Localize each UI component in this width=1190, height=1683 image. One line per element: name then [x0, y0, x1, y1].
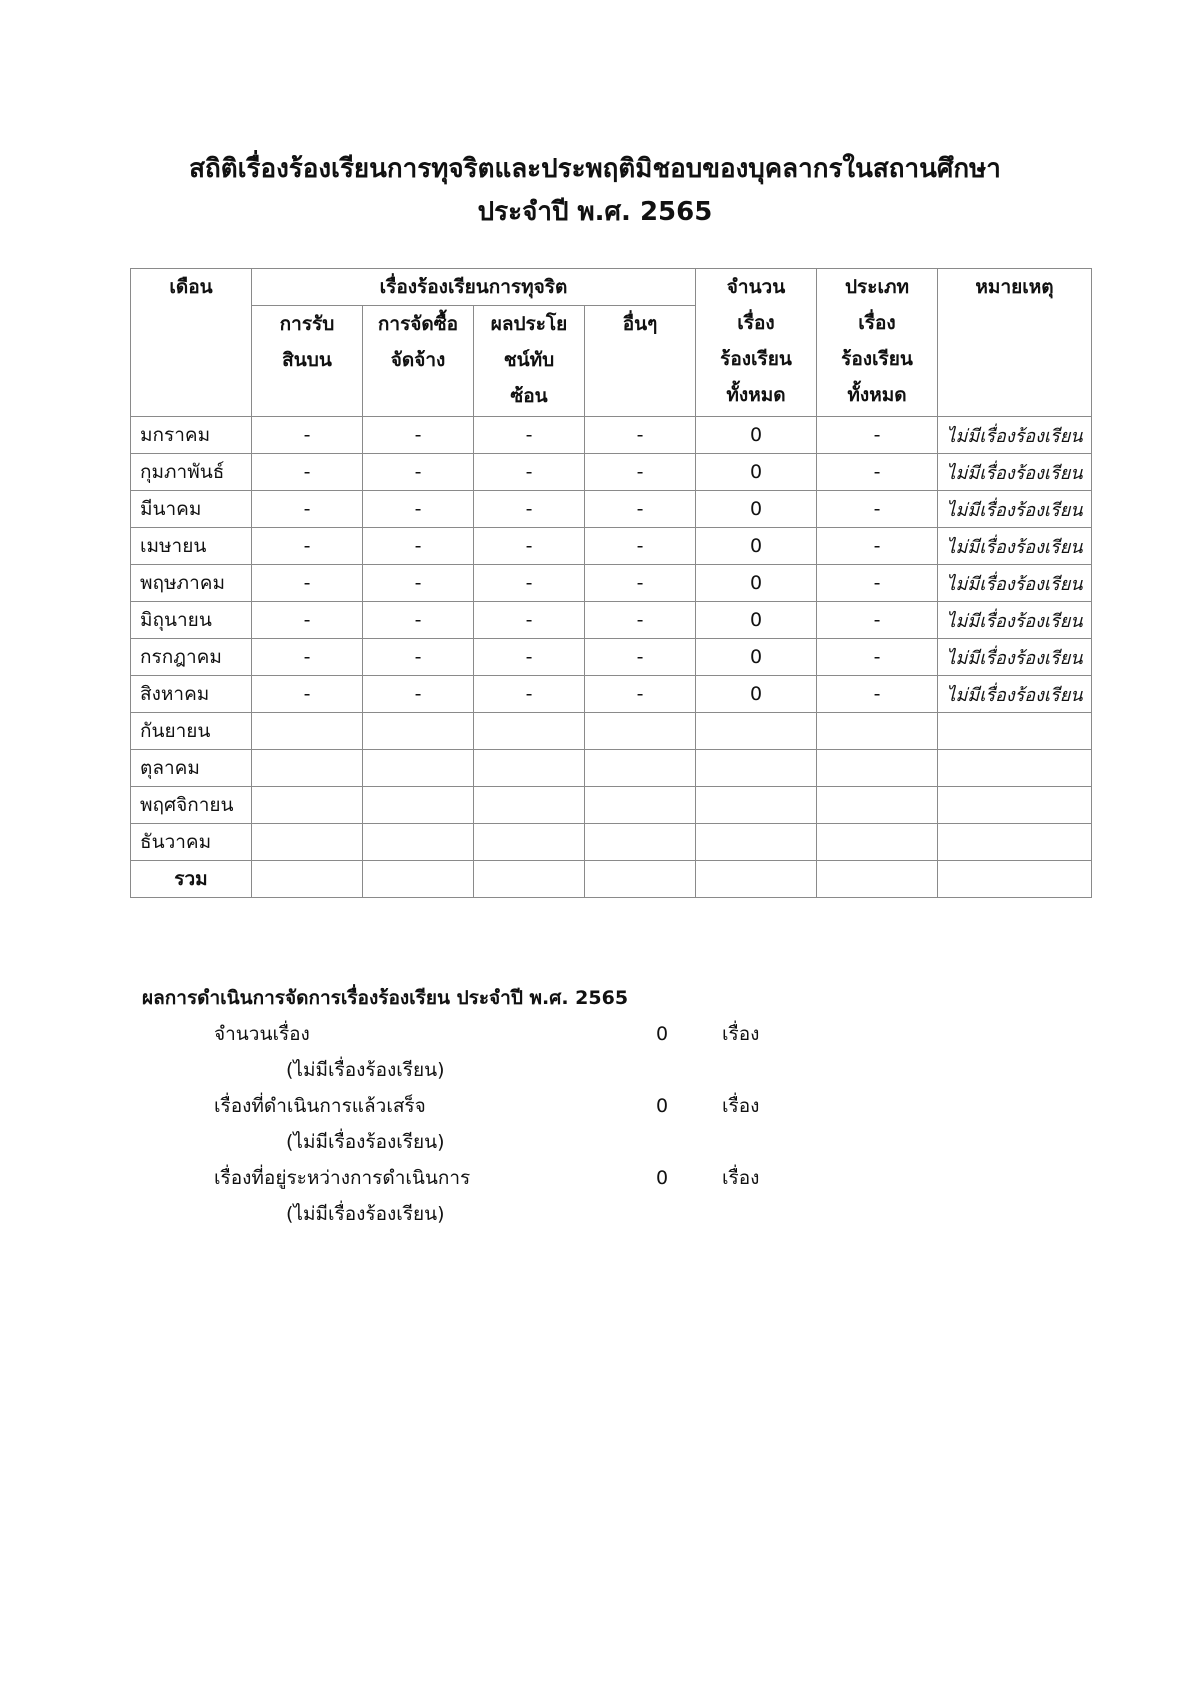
result-item-unit: เรื่อง	[722, 1095, 760, 1117]
month-cell: มิถุนายน	[131, 602, 252, 639]
bribery-cell: -	[252, 639, 363, 676]
remark-cell: ไม่มีเรื่องร้องเรียน	[938, 454, 1092, 491]
table-row	[131, 454, 1092, 491]
type-cell: -	[817, 454, 938, 491]
bribery-cell: -	[252, 565, 363, 602]
table-row	[131, 528, 1092, 565]
other-cell	[585, 824, 696, 861]
count-cell: 0	[696, 417, 817, 454]
other-cell: -	[585, 639, 696, 676]
total-cell	[363, 861, 474, 898]
other-cell: -	[585, 417, 696, 454]
table-row	[131, 639, 1092, 676]
count-cell	[696, 713, 817, 750]
month-cell: ตุลาคม	[131, 750, 252, 787]
result-item-label: จำนวนเรื่อง	[214, 1023, 310, 1045]
type-cell: -	[817, 639, 938, 676]
result-item-value: 0	[655, 1167, 669, 1189]
total-cell	[252, 861, 363, 898]
header-bribery: การรับ สินบน	[252, 306, 363, 417]
total-cell	[474, 861, 585, 898]
procurement-cell: -	[363, 639, 474, 676]
remark-cell	[938, 750, 1092, 787]
conflict-cell: -	[474, 565, 585, 602]
complaint-statistics-table	[130, 268, 1092, 898]
total-cell	[938, 861, 1092, 898]
total-row	[131, 861, 1092, 898]
result-item-note: (ไม่มีเรื่องร้องเรียน)	[286, 1059, 445, 1081]
header-procurement: การจัดซื้อ จัดจ้าง	[363, 306, 474, 417]
type-cell: -	[817, 565, 938, 602]
month-cell: กุมภาพันธ์	[131, 454, 252, 491]
other-cell: -	[585, 565, 696, 602]
bribery-cell: -	[252, 602, 363, 639]
other-cell: -	[585, 676, 696, 713]
month-cell: มกราคม	[131, 417, 252, 454]
table-row	[131, 824, 1092, 861]
total-cell	[696, 861, 817, 898]
other-cell	[585, 713, 696, 750]
result-item-note-line	[142, 1124, 1042, 1160]
table-row	[131, 602, 1092, 639]
table-row	[131, 750, 1092, 787]
result-section	[142, 980, 1042, 1232]
count-cell: 0	[696, 528, 817, 565]
procurement-cell: -	[363, 528, 474, 565]
bribery-cell	[252, 713, 363, 750]
month-cell: กรกฎาคม	[131, 639, 252, 676]
result-item-label: เรื่องที่อยู่ระหว่างการดำเนินการ	[214, 1167, 471, 1189]
type-cell: -	[817, 602, 938, 639]
count-cell: 0	[696, 639, 817, 676]
type-cell	[817, 824, 938, 861]
procurement-cell: -	[363, 454, 474, 491]
bribery-cell: -	[252, 528, 363, 565]
total-label: รวม	[131, 861, 252, 898]
bribery-cell: -	[252, 676, 363, 713]
result-item	[142, 1016, 1042, 1052]
result-item-note-line	[142, 1196, 1042, 1232]
remark-cell: ไม่มีเรื่องร้องเรียน	[938, 417, 1092, 454]
type-cell: -	[817, 417, 938, 454]
header-remark: หมายเหตุ	[938, 269, 1092, 417]
month-cell: มีนาคม	[131, 491, 252, 528]
month-cell: ธันวาคม	[131, 824, 252, 861]
bribery-cell	[252, 750, 363, 787]
conflict-cell: -	[474, 639, 585, 676]
procurement-cell: -	[363, 565, 474, 602]
header-conflict-of-interest: ผลประโย ชน์ทับ ซ้อน	[474, 306, 585, 417]
table-row	[131, 713, 1092, 750]
procurement-cell	[363, 824, 474, 861]
count-cell: 0	[696, 565, 817, 602]
type-cell: -	[817, 676, 938, 713]
other-cell: -	[585, 528, 696, 565]
bribery-cell	[252, 824, 363, 861]
month-cell: พฤษภาคม	[131, 565, 252, 602]
type-cell	[817, 787, 938, 824]
conflict-cell	[474, 824, 585, 861]
conflict-cell	[474, 713, 585, 750]
procurement-cell	[363, 750, 474, 787]
remark-cell: ไม่มีเรื่องร้องเรียน	[938, 602, 1092, 639]
table-row	[131, 676, 1092, 713]
remark-cell	[938, 824, 1092, 861]
procurement-cell: -	[363, 602, 474, 639]
count-cell: 0	[696, 676, 817, 713]
conflict-cell	[474, 750, 585, 787]
header-complaint-group: เรื่องร้องเรียนการทุจริต	[252, 269, 696, 306]
table-row	[131, 417, 1092, 454]
other-cell: -	[585, 602, 696, 639]
result-item-value: 0	[655, 1095, 669, 1117]
procurement-cell	[363, 787, 474, 824]
conflict-cell: -	[474, 454, 585, 491]
conflict-cell: -	[474, 491, 585, 528]
conflict-cell: -	[474, 528, 585, 565]
conflict-cell: -	[474, 417, 585, 454]
result-item-value: 0	[655, 1023, 669, 1045]
remark-cell: ไม่มีเรื่องร้องเรียน	[938, 565, 1092, 602]
month-cell: กันยายน	[131, 713, 252, 750]
other-cell: -	[585, 454, 696, 491]
count-cell: 0	[696, 454, 817, 491]
month-cell: เมษายน	[131, 528, 252, 565]
count-cell	[696, 787, 817, 824]
result-title: ผลการดำเนินการจัดการเรื่องร้องเรียน ประจำปี พ.ศ. 2565	[142, 987, 629, 1009]
result-item-note-line	[142, 1052, 1042, 1088]
procurement-cell: -	[363, 491, 474, 528]
remark-cell: ไม่มีเรื่องร้องเรียน	[938, 528, 1092, 565]
type-cell: -	[817, 491, 938, 528]
procurement-cell	[363, 713, 474, 750]
total-cell	[817, 861, 938, 898]
bribery-cell	[252, 787, 363, 824]
conflict-cell: -	[474, 602, 585, 639]
conflict-cell	[474, 787, 585, 824]
bribery-cell: -	[252, 491, 363, 528]
remark-cell: ไม่มีเรื่องร้องเรียน	[938, 639, 1092, 676]
remark-cell: ไม่มีเรื่องร้องเรียน	[938, 676, 1092, 713]
other-cell	[585, 787, 696, 824]
result-item-unit: เรื่อง	[722, 1023, 760, 1045]
type-cell: -	[817, 528, 938, 565]
table-row	[131, 565, 1092, 602]
bribery-cell: -	[252, 454, 363, 491]
bribery-cell: -	[252, 417, 363, 454]
result-item	[142, 1160, 1042, 1196]
table-row	[131, 787, 1092, 824]
other-cell: -	[585, 491, 696, 528]
header-month: เดือน	[131, 269, 252, 417]
header-total-count: จำนวน เรื่อง ร้องเรียน ทั้งหมด	[696, 269, 817, 417]
remark-cell	[938, 713, 1092, 750]
result-item-note: (ไม่มีเรื่องร้องเรียน)	[286, 1131, 445, 1153]
total-cell	[585, 861, 696, 898]
table-row	[131, 491, 1092, 528]
result-item-note: (ไม่มีเรื่องร้องเรียน)	[286, 1203, 445, 1225]
month-cell: พฤศจิกายน	[131, 787, 252, 824]
count-cell: 0	[696, 491, 817, 528]
result-item-unit: เรื่อง	[722, 1167, 760, 1189]
count-cell	[696, 750, 817, 787]
remark-cell: ไม่มีเรื่องร้องเรียน	[938, 491, 1092, 528]
count-cell: 0	[696, 602, 817, 639]
header-total-type: ประเภท เรื่อง ร้องเรียน ทั้งหมด	[817, 269, 938, 417]
result-item-label: เรื่องที่ดำเนินการแล้วเสร็จ	[214, 1095, 426, 1117]
other-cell	[585, 750, 696, 787]
conflict-cell: -	[474, 676, 585, 713]
type-cell	[817, 713, 938, 750]
result-item	[142, 1088, 1042, 1124]
type-cell	[817, 750, 938, 787]
count-cell	[696, 824, 817, 861]
document-title: สถิติเรื่องร้องเรียนการทุจริตและประพฤติมิชอบของบุคลากรในสถานศึกษา	[189, 154, 1001, 184]
procurement-cell: -	[363, 417, 474, 454]
remark-cell	[938, 787, 1092, 824]
procurement-cell: -	[363, 676, 474, 713]
header-other: อื่นๆ	[585, 306, 696, 417]
document-subtitle-year: ประจำปี พ.ศ. 2565	[477, 197, 713, 227]
month-cell: สิงหาคม	[131, 676, 252, 713]
